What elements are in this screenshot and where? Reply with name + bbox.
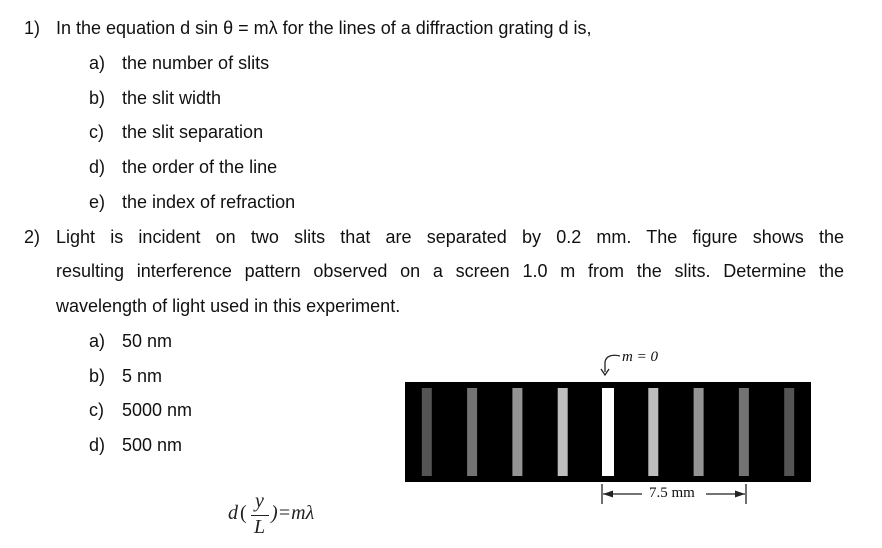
formula	[228, 490, 348, 540]
question-2-stem-line-2: resulting interference pattern observed on a screen 1.0 m from the slits. Determine the	[56, 261, 844, 281]
q2-option-b[interactable]	[89, 364, 289, 388]
question-1-stem: In the equation d sin θ = mλ for the lines of a diffraction grating d is,	[56, 18, 592, 38]
q1-option-a-text: the number of slits	[122, 53, 270, 73]
question-2-stem-line-3: wavelength of light used in this experiment.	[56, 296, 401, 316]
q1-option-b[interactable]	[89, 86, 389, 110]
q2-option-a-text: 50 nm	[122, 331, 173, 351]
q1-option-b-text: the slit width	[122, 88, 222, 108]
bright-fringe	[784, 388, 794, 476]
q1-option-d[interactable]	[89, 155, 389, 179]
bright-fringe	[694, 388, 704, 476]
q2-option-a[interactable]	[89, 329, 289, 353]
bright-fringe	[648, 388, 658, 476]
bright-fringe	[467, 388, 477, 476]
bright-fringe	[558, 388, 568, 476]
q1-option-e-letter: e)	[89, 192, 106, 212]
q2-option-b-letter: b)	[89, 366, 106, 386]
q1-option-b-letter: b)	[89, 88, 106, 108]
formula-denominator: L	[254, 516, 266, 538]
order-zero-label: m = 0	[622, 349, 658, 365]
q2-option-d-text: 500 nm	[122, 435, 183, 455]
q1-option-c-text: the slit separation	[122, 122, 264, 142]
question-1-number: 1)	[24, 18, 41, 38]
question-2-number: 2)	[24, 227, 41, 247]
q2-option-d-letter: d)	[89, 435, 106, 455]
formula-open-paren: (	[240, 502, 247, 524]
q2-option-d[interactable]	[89, 433, 289, 457]
scale-bar	[600, 482, 760, 506]
formula-rhs: )=mλ	[271, 502, 315, 524]
formula-d: d	[228, 502, 238, 524]
q2-option-a-letter: a)	[89, 331, 106, 351]
q1-option-a[interactable]	[89, 51, 389, 75]
q1-option-e[interactable]	[89, 190, 389, 214]
q1-option-c-letter: c)	[89, 122, 104, 142]
q2-option-c-letter: c)	[89, 400, 104, 420]
central-maximum-label	[598, 348, 718, 378]
q1-option-e-text: the index of refraction	[122, 192, 296, 212]
curved-arrow-icon	[598, 348, 622, 378]
q2-option-c[interactable]	[89, 398, 289, 422]
q1-option-d-letter: d)	[89, 157, 106, 177]
bright-fringe	[739, 388, 749, 476]
fringe-graphic	[405, 382, 811, 482]
scale-bar-label: 7.5 mm	[649, 485, 695, 501]
formula-numerator: y	[255, 490, 264, 512]
q2-option-b-text: 5 nm	[122, 366, 163, 386]
bright-fringe	[422, 388, 432, 476]
question-2-stem-line-1: Light is incident on two slits that are separated by 0.2 mm. The figure shows the	[56, 227, 844, 247]
interference-pattern	[405, 382, 811, 482]
q1-option-a-letter: a)	[89, 53, 106, 73]
q1-option-d-text: the order of the line	[122, 157, 278, 177]
q1-option-c[interactable]	[89, 120, 389, 144]
q2-option-c-text: 5000 nm	[122, 400, 193, 420]
central-bright-fringe	[602, 388, 614, 476]
bright-fringe	[512, 388, 522, 476]
